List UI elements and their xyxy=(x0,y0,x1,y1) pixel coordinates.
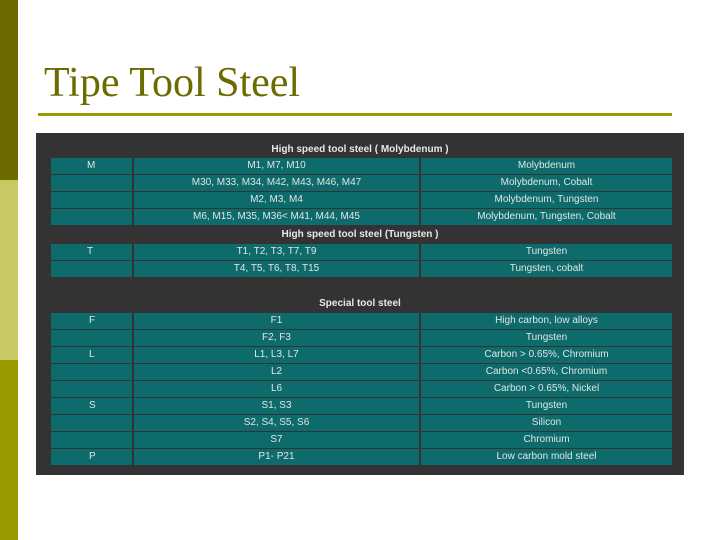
tool-steel-table xyxy=(36,133,684,475)
grades-cell: M30, M33, M34, M42, M43, M46, M47 xyxy=(134,175,419,191)
table-row xyxy=(51,432,672,449)
elements-cell: Silicon xyxy=(421,415,672,431)
grades-cell: M2, M3, M4 xyxy=(134,192,419,208)
elements-cell: Carbon <0.65%, Chromium xyxy=(421,364,672,380)
elements-cell: Carbon > 0.65%, Nickel xyxy=(421,381,672,397)
table-row xyxy=(51,209,672,226)
table-row xyxy=(51,313,672,330)
grades-cell: M1, M7, M10 xyxy=(134,158,419,174)
elements-cell: Tungsten xyxy=(421,330,672,346)
table-row xyxy=(51,381,672,398)
grades-cell: M6, M15, M35, M36< M41, M44, M45 xyxy=(134,209,419,225)
table-row xyxy=(51,192,672,209)
type-label: S xyxy=(89,400,96,411)
table-row xyxy=(51,398,672,415)
elements-cell: Carbon > 0.65%, Chromium xyxy=(421,347,672,363)
grades-cell: F2, F3 xyxy=(134,330,419,346)
type-cell xyxy=(51,432,132,448)
table-row xyxy=(51,175,672,192)
type-cell xyxy=(51,244,132,260)
left-accent-bar-middle xyxy=(0,180,18,360)
section-header-molybdenum: High speed tool steel ( Molybdenum ) xyxy=(271,144,449,155)
table-row xyxy=(51,415,672,432)
type-cell xyxy=(51,347,132,363)
table-row xyxy=(51,330,672,347)
grades-cell: S7 xyxy=(134,432,419,448)
type-cell xyxy=(51,449,132,465)
type-cell xyxy=(51,381,132,397)
type-cell xyxy=(51,158,132,174)
section-header-special: Special tool steel xyxy=(319,298,401,309)
grades-cell: L1, L3, L7 xyxy=(134,347,419,363)
grades-cell: T4, T5, T6, T8, T15 xyxy=(134,261,419,277)
table-row xyxy=(51,244,672,261)
slide-title: Tipe Tool Steel xyxy=(44,60,301,106)
grades-cell: T1, T2, T3, T7, T9 xyxy=(134,244,419,260)
type-cell xyxy=(51,415,132,431)
type-cell xyxy=(51,261,132,277)
elements-cell: Chromium xyxy=(421,432,672,448)
table-row xyxy=(51,261,672,278)
elements-cell: Tungsten xyxy=(421,398,672,414)
type-label: P xyxy=(89,451,96,462)
type-cell xyxy=(51,398,132,414)
elements-cell: Molybdenum xyxy=(421,158,672,174)
elements-cell: Low carbon mold steel xyxy=(421,449,672,465)
grades-cell: S2, S4, S5, S6 xyxy=(134,415,419,431)
type-cell xyxy=(51,330,132,346)
table-row xyxy=(51,449,672,466)
elements-cell: Tungsten, cobalt xyxy=(421,261,672,277)
type-label: T xyxy=(87,246,94,257)
elements-cell: Molybdenum, Tungsten, Cobalt xyxy=(421,209,672,225)
table-row xyxy=(51,347,672,364)
type-cell xyxy=(51,364,132,380)
type-label: M xyxy=(87,160,96,171)
section-header-tungsten: High speed tool steel (Tungsten ) xyxy=(281,229,439,240)
grades-cell: L6 xyxy=(134,381,419,397)
type-label: L xyxy=(89,349,95,360)
elements-cell: High carbon, low alloys xyxy=(421,313,672,329)
grades-cell: F1 xyxy=(134,313,419,329)
grades-cell: P1- P21 xyxy=(134,449,419,465)
elements-cell: Molybdenum, Cobalt xyxy=(421,175,672,191)
type-cell xyxy=(51,313,132,329)
type-cell xyxy=(51,209,132,225)
left-accent-bar-top xyxy=(0,0,18,180)
grades-cell: S1, S3 xyxy=(134,398,419,414)
title-underline xyxy=(38,113,672,116)
table-row xyxy=(51,364,672,381)
elements-cell: Molybdenum, Tungsten xyxy=(421,192,672,208)
elements-cell: Tungsten xyxy=(421,244,672,260)
type-cell xyxy=(51,192,132,208)
type-cell xyxy=(51,175,132,191)
type-label: F xyxy=(89,315,96,326)
left-accent-bar-bottom xyxy=(0,360,18,540)
table-row xyxy=(51,158,672,175)
grades-cell: L2 xyxy=(134,364,419,380)
